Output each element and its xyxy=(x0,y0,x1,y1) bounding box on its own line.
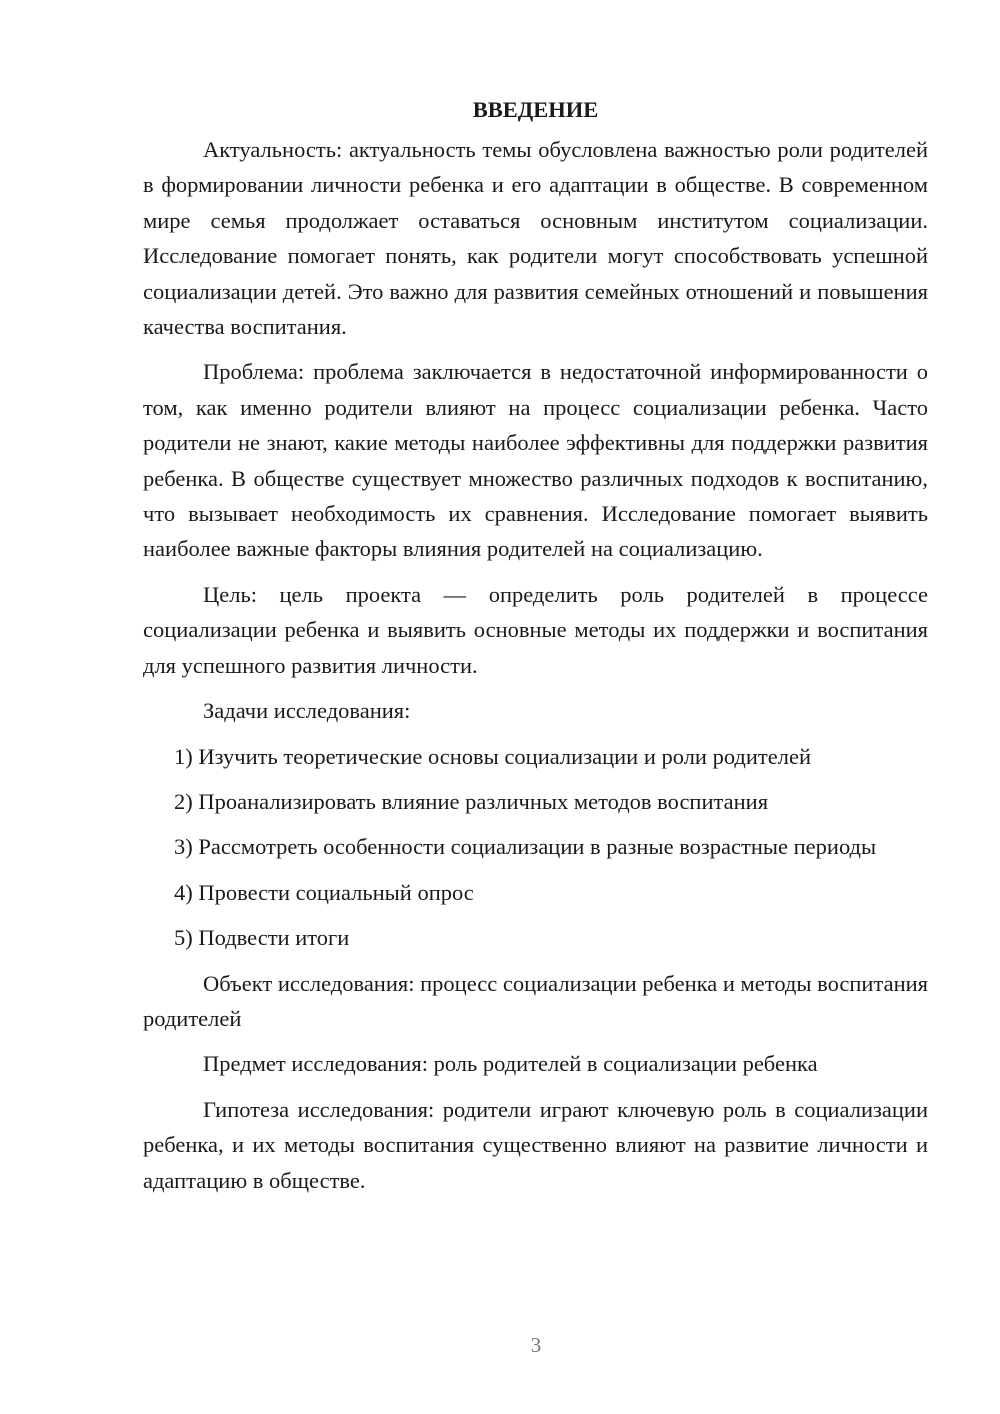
document-page xyxy=(143,92,928,1208)
task-item-4: 4) Провести социальный опрос xyxy=(174,879,474,905)
task-item-3: 3) Рассмотреть особенности социализации в разные возрастные периоды xyxy=(174,834,877,860)
subject-paragraph: Предмет исследования: роль родителей в социализации ребенка xyxy=(203,1051,818,1077)
relevance-paragraph: Актуальность: актуальность темы обусловлена важностью роли родителей в формировании личности ребенка и его адаптации в обществе. В современном мире семья продолжает оставаться основным институтом социализации. Исследование помогает понять, как родители могут способствовать успешной социализации детей. Это важно для развития семейных отношений и повышения качества воспитания. xyxy=(143,137,928,340)
hypothesis-paragraph: Гипотеза исследования: родители играют ключевую роль в социализации ребенка, и их методы воспитания существенно влияют на развитие личности и адаптацию в обществе. xyxy=(143,1096,928,1193)
section-title: ВВЕДЕНИЕ xyxy=(472,97,599,122)
problem-paragraph: Проблема: проблема заключается в недостаточной информированности о том, как именно родители влияют на процесс социализации ребенка. Часто родители не знают, какие методы наиболее эффективны для поддержки развития ребенка. В обществе существует множество различных подходов к воспитанию, что вызывает необходимость их сравнения. Исследование помогает выявить наиболее важные факторы влияния родителей на социализацию. xyxy=(143,359,928,562)
task-item-2: 2) Проанализировать влияние различных методов воспитания xyxy=(174,788,769,814)
task-item-5: 5) Подвести итоги xyxy=(174,925,350,951)
goal-paragraph: Цель: цель проекта — определить роль родителей в процессе социализации ребенка и выявить основные методы их поддержки и воспитания для успешного развития личности. xyxy=(143,581,928,678)
tasks-heading: Задачи исследования: xyxy=(203,698,411,724)
page-number: 3 xyxy=(530,1333,542,1357)
task-item-1: 1) Изучить теоретические основы социализации и роли родителей xyxy=(174,743,811,769)
object-paragraph: Объект исследования: процесс социализации ребенка и методы воспитания родителей xyxy=(143,970,928,1031)
